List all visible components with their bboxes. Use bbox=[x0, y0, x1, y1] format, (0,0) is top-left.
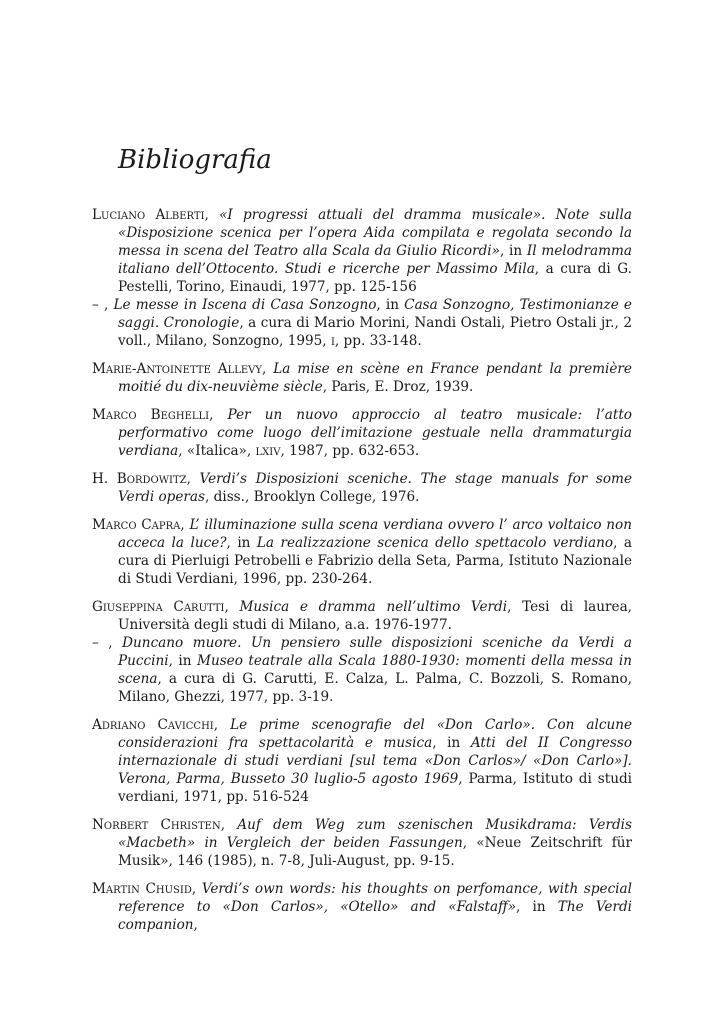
bibliography-entry bbox=[92, 296, 632, 350]
entry-title-text: Atti del II Congresso internazionale di studi verdiani [sul tema «Don Carlos»/ «Don Carlo»]. Verona, Parma, Busseto 30 luglio-5 agosto 1969 bbox=[118, 735, 632, 787]
entry-title-text: Per un nuovo approccio al teatro musicale: l’atto performativo come luogo dell’imitazione gestuale nella drammaturgia verdiana bbox=[118, 407, 632, 459]
bibliography-entry bbox=[92, 716, 632, 806]
entry-text: , bbox=[213, 717, 231, 733]
entry-text: , «Neue Zeitschrift für Musik», 146 (1985), n. 7-8, Juli-August, pp. 9-15. bbox=[118, 835, 632, 869]
entry-text: , in bbox=[432, 735, 471, 751]
entry-text: , 1987, pp. 632-653. bbox=[280, 443, 420, 459]
bibliography-entry bbox=[92, 816, 632, 870]
entry-title-text: Le messe in Iscena di Casa Sonzogno bbox=[113, 297, 377, 313]
entry-text: lxiv bbox=[255, 443, 281, 459]
entry-text: , Parma, Istituto di studi verdiani, 1971, pp. 516-524 bbox=[118, 771, 632, 805]
entry-title-text: Verdi’s own words: his thoughts on perfomance, with special reference to «Don Carlos», «Otello» and «Falstaff» bbox=[118, 881, 632, 915]
entry-title-text: Musica e dramma nell’ultimo Verdi bbox=[239, 599, 508, 615]
entry-author: Giuseppina Carutti bbox=[92, 599, 225, 615]
entry-text: , bbox=[186, 471, 200, 487]
bibliography-entry bbox=[92, 880, 632, 934]
entry-text: , pp. 33-148. bbox=[334, 333, 422, 349]
bibliography-entry bbox=[92, 516, 632, 588]
entry-author: H. Bordowitz bbox=[92, 471, 187, 487]
entry-text: , Tesi di laurea, Università degli studi di Milano, a.a. 1976-1977. bbox=[118, 599, 632, 633]
page-title: Bibliografia bbox=[118, 145, 272, 175]
entry-text: , a cura di G. Carutti, E. Calza, L. Palma, C. Bozzoli, S. Romano, Milano, Ghezzi, 1977, pp. 3-19. bbox=[118, 671, 632, 705]
entry-text: , bbox=[180, 517, 190, 533]
entry-text: , in bbox=[499, 243, 527, 259]
bibliography-entry bbox=[92, 470, 632, 506]
entry-text: , a cura di Mario Morini, Nandi Ostali, Pietro Ostali jr., 2 voll., Milano, Sonzogno, 1995, bbox=[118, 315, 632, 349]
entry-text: , bbox=[209, 407, 228, 423]
entry-title-text: L’ illuminazione sulla scena verdiana ovvero l’ arco voltaico non acceca la luce? bbox=[118, 517, 632, 551]
entry-author: Adriano Cavicchi bbox=[92, 717, 214, 733]
entry-title-text: Il melodramma italiano dell’Ottocento. Studi e ricerche per Massimo Mila bbox=[118, 243, 632, 277]
entry-text: , bbox=[224, 599, 240, 615]
entry-text: , in bbox=[168, 653, 198, 669]
entry-author: Luciano Alberti bbox=[92, 207, 205, 223]
entry-title-text: Museo teatrale alla Scala 1880-1930: momenti della messa in scena bbox=[118, 653, 632, 687]
entry-text: – , bbox=[92, 297, 114, 313]
entry-title-text: Verdi’s Disposizioni sceniche. The stage manuals for some Verdi operas bbox=[118, 471, 632, 505]
entry-text: , diss., Brooklyn College, 1976. bbox=[205, 489, 420, 505]
bibliography-entry bbox=[92, 634, 632, 706]
entry-author: Marco Capra bbox=[92, 517, 181, 533]
bibliography-entry bbox=[92, 598, 632, 634]
entry-text: – , bbox=[92, 635, 123, 651]
entry-title-text: La realizzazione scenica dello spettacolo verdiano bbox=[256, 535, 614, 551]
entry-author: Marco Beghelli bbox=[92, 407, 210, 423]
entry-title-text: Le prime scenografie del «Don Carlo». Con alcune considerazioni fra spettacolarità e musica bbox=[118, 717, 632, 751]
bibliography-entry bbox=[92, 406, 632, 460]
entry-text: , a cura di Pierluigi Petrobelli e Fabrizio della Seta, Parma, Istituto Nazionale di Studi Verdiani, 1996, pp. 230-264. bbox=[118, 535, 632, 587]
bibliography-entry bbox=[92, 360, 632, 396]
entry-title-text: «I progressi attuali del dramma musicale». Note sulla «Disposizione scenica per l’opera Aida compilata e regolata secondo la messa in scena del Teatro alla Scala da Giulio Ricordi» bbox=[118, 207, 632, 259]
entry-text: , bbox=[191, 881, 202, 897]
entry-text: , bbox=[193, 917, 198, 933]
entry-title-text: The Verdi companion bbox=[118, 899, 632, 933]
entry-author: Marie-Antoinette Allevy bbox=[92, 361, 262, 377]
entry-text: , Paris, E. Droz, 1939. bbox=[322, 379, 474, 395]
entry-text: , bbox=[204, 207, 220, 223]
entry-text: , bbox=[261, 361, 274, 377]
entry-text: , a cura di G. Pestelli, Torino, Einaudi, 1977, pp. 125-156 bbox=[118, 261, 632, 295]
entry-text: , in bbox=[516, 899, 558, 915]
bibliography-list bbox=[92, 206, 632, 944]
entry-text: i bbox=[330, 333, 335, 349]
entry-title-text: La mise en scène en France pendant la première moitié du dix-neuvième siècle bbox=[118, 361, 632, 395]
entry-text: , in bbox=[376, 297, 405, 313]
entry-title-text: Duncano muore. Un pensiero sulle disposizioni sceniche da Verdi a Puccini bbox=[118, 635, 633, 669]
entry-title-text: Casa Sonzogno, Testimonianze e saggi. Cronologie bbox=[118, 297, 632, 331]
entry-author: Martin Chusid bbox=[92, 881, 192, 897]
entry-text: , in bbox=[226, 535, 257, 551]
entry-text: , «Italica», bbox=[178, 443, 256, 459]
bibliography-entry bbox=[92, 206, 632, 296]
entry-text: , bbox=[220, 817, 238, 833]
entry-title-text: Auf dem Weg zum szenischen Musikdrama: Verdis «Macbeth» in Vergleich der beiden Fassungen bbox=[118, 817, 632, 851]
entry-author: Norbert Christen bbox=[92, 817, 221, 833]
